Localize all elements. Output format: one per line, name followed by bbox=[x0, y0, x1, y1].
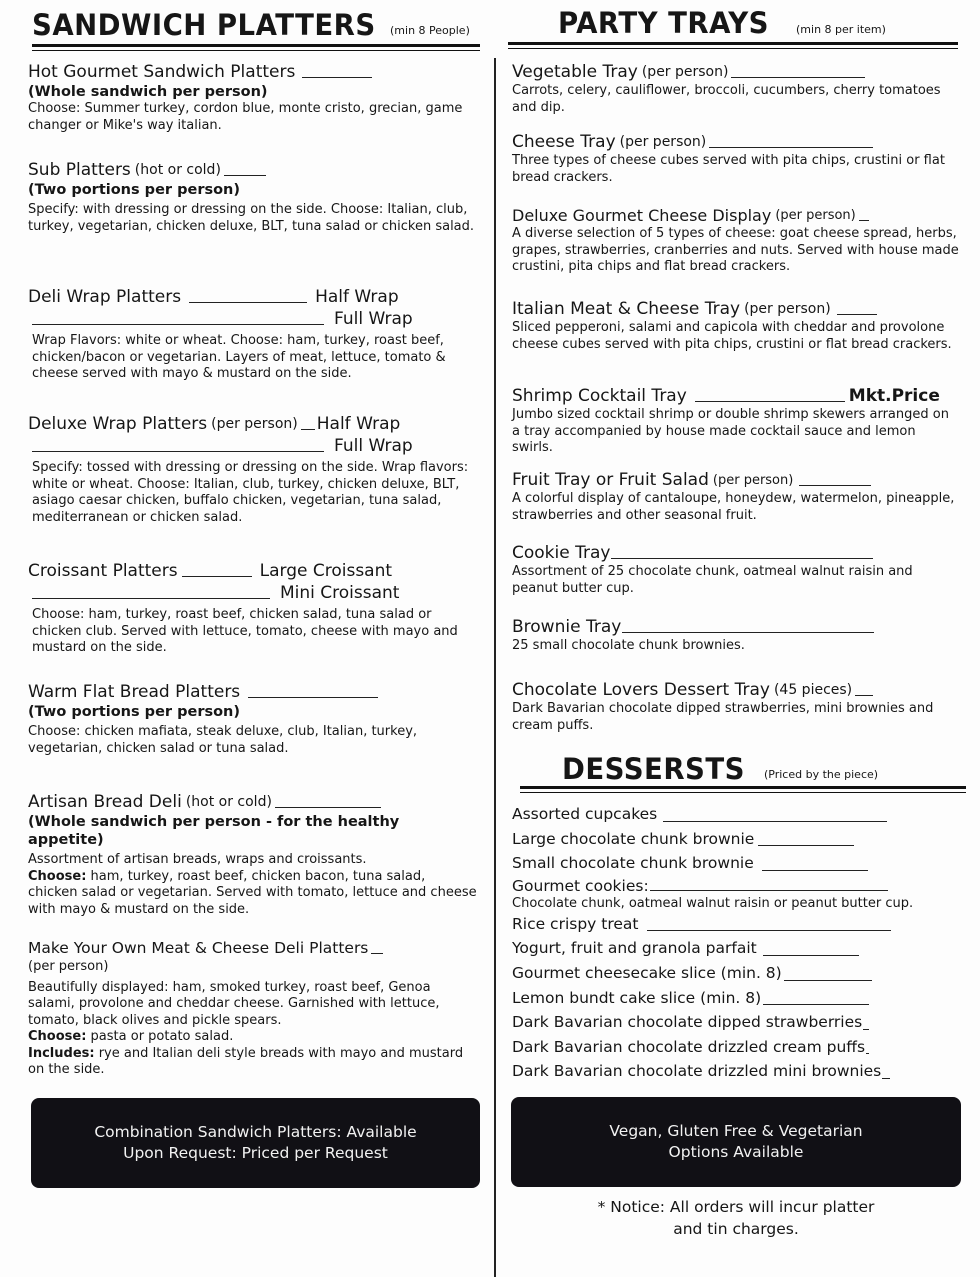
dessert-item bbox=[512, 876, 960, 896]
menu-item bbox=[512, 543, 960, 597]
dessert-item bbox=[512, 1035, 960, 1060]
item-name: Shrimp Cocktail Tray bbox=[512, 386, 687, 406]
heading-rule-thin bbox=[508, 48, 958, 49]
item-qualifier: (per person) bbox=[712, 473, 794, 488]
item-qualifier: (45 pieces) bbox=[773, 682, 853, 698]
item-qualifier: (per person) bbox=[211, 416, 298, 432]
banner-line: Vegan, Gluten Free & Vegetarian bbox=[609, 1122, 863, 1140]
menu-item bbox=[28, 413, 478, 526]
item-name: Vegetable Tray bbox=[512, 62, 638, 82]
price-line bbox=[799, 485, 871, 486]
price-line bbox=[371, 953, 383, 954]
price-line bbox=[763, 1004, 869, 1005]
menu-item bbox=[28, 792, 478, 918]
price-line bbox=[32, 451, 324, 452]
price-line bbox=[859, 220, 869, 221]
item-description: Assortment of 25 chocolate chunk, oatmeal walnut raisin and peanut butter cup. bbox=[512, 564, 913, 596]
description-line: Beautifully displayed: ham, smoked turkey, roast beef, Genoa salami, provolone and cheddar cheese. Garnished with lettuce, tomato, black olives and pickle spears. bbox=[28, 979, 440, 1028]
menu-item bbox=[28, 62, 478, 134]
combination-platters-banner bbox=[31, 1098, 480, 1188]
dessert-name: Large chocolate chunk brownie bbox=[512, 829, 755, 848]
dessert-name: Lemon bundt cake slice (min. 8) bbox=[512, 988, 762, 1007]
menu-item bbox=[512, 205, 960, 276]
dessert-name: Gourmet cookies: bbox=[512, 876, 649, 895]
description-line bbox=[28, 1046, 478, 1079]
dessert-item bbox=[512, 827, 960, 852]
item-qualifier: (per person) bbox=[641, 64, 729, 80]
price-line bbox=[882, 1078, 890, 1079]
notice-line: * Notice: All orders will incur platter bbox=[597, 1198, 875, 1216]
item-description: Specify: tossed with dressing or dressing on the side. Wrap flavors: white or wheat. Choose: Italian, club, turkey, chicken deluxe, BLT, asiago caesar chicken, buffalo chicken, vegetarian, tuna salad, mediterranean or chicken salad. bbox=[32, 460, 469, 525]
item-description: A diverse selection of 5 types of cheese: goat cheese spread, herbs, grapes, strawberries, cranberries and nuts. Served with house made crustini, pita chips and flat bread crackers. bbox=[512, 226, 959, 274]
description-text: rye and Italian deli style breads with mayo and mustard on the side. bbox=[28, 1045, 464, 1077]
price-line bbox=[611, 558, 873, 559]
item-name: Artisan Bread Deli bbox=[28, 792, 182, 812]
heading-rule-thick bbox=[32, 44, 480, 47]
item-description: Choose: chicken mafiata, steak deluxe, club, Italian, turkey, vegetarian, chicken salad or tuna salad. bbox=[28, 724, 418, 756]
item-description: Choose: ham, turkey, roast beef, chicken salad, tuna salad or chicken club. Served with lettuce, tomato, cheese with mayo and mustard on the side. bbox=[32, 607, 458, 655]
dessert-description: Chocolate chunk, oatmeal walnut raisin or peanut butter cup. bbox=[512, 895, 914, 911]
price-line bbox=[32, 324, 324, 325]
dessert-name: Dark Bavarian chocolate dipped strawberries bbox=[512, 1013, 863, 1032]
description-line: Assortment of artisan breads, wraps and croissants. bbox=[28, 852, 367, 867]
dessert-item bbox=[512, 1010, 960, 1035]
item-subtitle: (Two portions per person) bbox=[28, 704, 241, 720]
heading-rule-thick bbox=[508, 42, 958, 45]
item-name: Deli Wrap Platters bbox=[28, 287, 182, 307]
market-price-label: Mkt.Price bbox=[848, 386, 940, 406]
description-line bbox=[28, 1029, 478, 1046]
menu-item bbox=[512, 385, 960, 457]
dessert-name: Assorted cupcakes bbox=[512, 805, 658, 823]
menu-item bbox=[512, 680, 960, 734]
desserts-header bbox=[562, 752, 879, 786]
item-subtitle: (Two portions per person) bbox=[28, 182, 241, 198]
dessert-list bbox=[512, 802, 960, 1084]
section-header bbox=[558, 6, 886, 40]
item-qualifier: (hot or cold) bbox=[185, 794, 272, 810]
heading-rule-thin bbox=[520, 792, 966, 793]
item-description bbox=[28, 852, 478, 918]
price-line bbox=[731, 77, 865, 78]
item-description: Dark Bavarian chocolate dipped strawberries, mini brownies and cream puffs. bbox=[512, 701, 934, 733]
dessert-item bbox=[512, 961, 960, 986]
section-note: (Priced by the piece) bbox=[764, 768, 879, 781]
price-line bbox=[837, 314, 877, 315]
option-label: Half Wrap bbox=[316, 414, 401, 434]
item-name: Make Your Own Meat & Cheese Deli Platters bbox=[28, 939, 369, 957]
dessert-name: Small chocolate chunk brownie bbox=[512, 854, 754, 873]
item-qualifier: (per person) bbox=[775, 208, 856, 223]
item-name: Hot Gourmet Sandwich Platters bbox=[28, 62, 296, 82]
item-description: Sliced pepperoni, salami and capicola with cheddar and provolone cheese cubes served with pita chips, crustini or flat bread crackers. bbox=[512, 320, 952, 352]
dessert-name: Dark Bavarian chocolate drizzled mini brownies bbox=[512, 1062, 882, 1081]
description-label: Choose: bbox=[28, 868, 87, 884]
dietary-options-banner bbox=[511, 1097, 961, 1187]
dessert-name: Yogurt, fruit and granola parfait bbox=[512, 939, 757, 958]
item-description: Choose: Summer turkey, cordon blue, monte cristo, grecian, game changer or Mike's way italian. bbox=[28, 101, 463, 133]
price-line bbox=[758, 845, 854, 846]
menu-item bbox=[512, 299, 960, 353]
price-line bbox=[709, 147, 873, 148]
price-line bbox=[784, 980, 872, 981]
section-title: DESSERSTS bbox=[562, 752, 745, 786]
banner-line: Upon Request: Priced per Request bbox=[123, 1144, 388, 1162]
section-note: (min 8 per item) bbox=[796, 23, 886, 36]
item-qualifier: (hot or cold) bbox=[134, 162, 221, 178]
banner-line: Combination Sandwich Platters: Available bbox=[94, 1123, 417, 1141]
item-description: Jumbo sized cocktail shrimp or double shrimp skewers arranged on a tray accompanied by house made cocktail sauce and lemon swirls. bbox=[512, 407, 949, 455]
price-line bbox=[863, 1029, 869, 1030]
item-name: Italian Meat & Cheese Tray bbox=[512, 299, 741, 319]
menu-item bbox=[28, 682, 478, 757]
price-line bbox=[275, 807, 381, 808]
dessert-name: Gourmet cheesecake slice (min. 8) bbox=[512, 963, 782, 982]
item-description: Three types of cheese cubes served with pita chips, crustini or flat bread crackers. bbox=[512, 153, 945, 185]
item-name: Warm Flat Bread Platters bbox=[28, 682, 241, 702]
price-line bbox=[224, 175, 266, 176]
price-line bbox=[302, 77, 372, 78]
section-note: (min 8 People) bbox=[390, 24, 470, 37]
item-name: Croissant Platters bbox=[28, 561, 178, 581]
price-line bbox=[301, 429, 315, 430]
item-subtitle: (Whole sandwich per person - for the healthy appetite) bbox=[28, 814, 400, 848]
item-name: Sub Platters bbox=[28, 160, 131, 180]
item-description bbox=[28, 980, 478, 1079]
dessert-item bbox=[512, 802, 960, 827]
section-title: PARTY TRAYS bbox=[558, 6, 770, 40]
price-line bbox=[763, 955, 859, 956]
heading-rule-thin bbox=[32, 50, 480, 51]
item-description: A colorful display of cantaloupe, honeydew, watermelon, pineapple, strawberries and other seasonal fruit. bbox=[512, 491, 955, 523]
item-name: Chocolate Lovers Dessert Tray bbox=[512, 680, 770, 700]
price-line bbox=[189, 302, 307, 303]
price-line bbox=[866, 1053, 869, 1054]
section-title: SANDWICH PLATTERS bbox=[32, 8, 376, 42]
price-line bbox=[695, 401, 845, 402]
dessert-item bbox=[512, 936, 960, 961]
description-label: Choose: bbox=[28, 1029, 87, 1044]
item-name: Cheese Tray bbox=[512, 132, 616, 152]
charges-notice bbox=[512, 1196, 960, 1240]
heading-rule-thick bbox=[520, 786, 966, 789]
price-line bbox=[32, 598, 270, 599]
dessert-name: Dark Bavarian chocolate drizzled cream puffs bbox=[512, 1037, 866, 1056]
column-divider bbox=[494, 58, 496, 1277]
item-description: Specify: with dressing or dressing on the side. Choose: Italian, club, turkey, vegetarian, chicken deluxe, BLT, tuna salad or chicken salad. bbox=[28, 202, 475, 234]
price-line bbox=[762, 870, 868, 871]
price-line bbox=[248, 697, 378, 698]
description-text: pasta or potato salad. bbox=[86, 1029, 234, 1044]
description-text: ham, turkey, roast beef, chicken bacon, tuna salad, chicken salad or vegetarian. Served with tomato, lettuce and cheese with mayo & mustard on the side. bbox=[28, 868, 477, 917]
menu-item bbox=[28, 286, 478, 383]
option-label: Large Croissant bbox=[259, 561, 393, 581]
dessert-item bbox=[512, 1059, 960, 1084]
price-line bbox=[182, 576, 252, 577]
menu-item bbox=[512, 470, 960, 524]
menu-item bbox=[512, 62, 960, 116]
item-description: 25 small chocolate chunk brownies. bbox=[512, 638, 745, 653]
menu-item bbox=[28, 560, 478, 657]
dessert-item bbox=[512, 851, 960, 876]
item-qualifier: (per person) bbox=[744, 301, 831, 317]
description-label: Includes: bbox=[28, 1045, 95, 1061]
item-name: Deluxe Wrap Platters bbox=[28, 414, 208, 434]
option-label: Half Wrap bbox=[315, 287, 399, 307]
option-label: Full Wrap bbox=[334, 436, 413, 456]
option-label: Full Wrap bbox=[334, 309, 413, 329]
item-name: Deluxe Gourmet Cheese Display bbox=[512, 206, 772, 225]
item-name: Cookie Tray bbox=[512, 543, 611, 563]
item-subtitle: (Whole sandwich per person) bbox=[28, 84, 268, 100]
option-label: Mini Croissant bbox=[280, 583, 400, 603]
item-description: Wrap Flavors: white or wheat. Choose: ham, turkey, roast beef, chicken/bacon or vegetarian. Layers of meat, lettuce, tomato & cheese served with mayo & mustard on the side. bbox=[32, 333, 446, 381]
description-line bbox=[28, 869, 478, 919]
price-line bbox=[855, 695, 873, 696]
price-line bbox=[650, 890, 888, 891]
item-qualifier: (per person) bbox=[619, 134, 707, 150]
item-name: Brownie Tray bbox=[512, 617, 622, 637]
price-line bbox=[663, 821, 887, 822]
menu-item bbox=[28, 938, 478, 1079]
price-line bbox=[647, 930, 891, 931]
menu-item bbox=[28, 160, 478, 235]
menu-item bbox=[512, 617, 960, 655]
dessert-item bbox=[512, 986, 960, 1011]
item-subtitle: (per person) bbox=[28, 959, 109, 974]
menu-item bbox=[512, 132, 960, 186]
item-name: Fruit Tray or Fruit Salad bbox=[512, 470, 709, 490]
banner-line: Options Available bbox=[668, 1143, 804, 1161]
dessert-item bbox=[512, 912, 960, 937]
price-line bbox=[622, 632, 874, 633]
item-description: Carrots, celery, cauliflower, broccoli, cucumbers, cherry tomatoes and dip. bbox=[512, 83, 941, 115]
dessert-name: Rice crispy treat bbox=[512, 914, 639, 933]
notice-line: and tin charges. bbox=[673, 1220, 799, 1238]
